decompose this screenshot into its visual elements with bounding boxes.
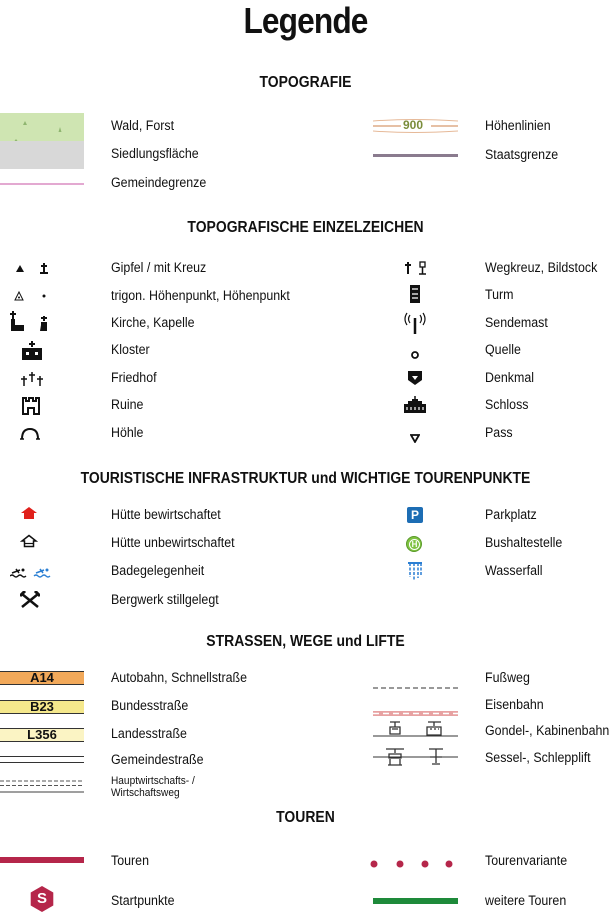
state-border-line bbox=[373, 154, 458, 157]
bus-stop-glyph: H bbox=[409, 539, 420, 550]
settlement-swatch bbox=[0, 141, 84, 169]
section-einzelzeichen: TOPOGRAFISCHE EINZELZEICHEN bbox=[187, 219, 424, 236]
tour-variant-dots bbox=[369, 856, 459, 866]
staffed-hut-icon bbox=[20, 506, 38, 525]
castle-icon bbox=[403, 396, 427, 419]
legend-label-wasserfall: Wasserfall bbox=[485, 563, 543, 578]
start-point-icon bbox=[29, 886, 55, 912]
tour-line bbox=[0, 857, 84, 863]
legend-label-sendemast: Sendemast bbox=[485, 315, 548, 330]
legend-label-gemeindegrenze: Gemeindegrenze bbox=[111, 175, 207, 190]
legend-label-bus: Bushaltestelle bbox=[485, 535, 563, 550]
chairlift-symbol bbox=[373, 745, 458, 769]
state-road-symbol: L356 bbox=[0, 728, 84, 742]
cemetery-icon bbox=[20, 371, 44, 392]
farm-track-symbol bbox=[0, 779, 84, 793]
legend-label-quelle: Quelle bbox=[485, 342, 521, 357]
unstaffed-hut-icon bbox=[20, 534, 38, 553]
railway-symbol bbox=[373, 703, 458, 708]
legend-label-trigon: trigon. Höhenpunkt, Höhenpunkt bbox=[111, 288, 290, 303]
municipal-road-symbol bbox=[0, 756, 84, 763]
contour-value: 900 bbox=[403, 118, 424, 132]
other-tours-line bbox=[373, 898, 458, 904]
motorway-symbol: A14 bbox=[0, 671, 84, 685]
legend-label-landes: Landesstraße bbox=[111, 726, 187, 741]
tower-icon bbox=[408, 284, 422, 309]
pass-icon bbox=[410, 430, 420, 448]
contour-lines-icon bbox=[373, 117, 458, 135]
legend-label-pass: Pass bbox=[485, 425, 513, 440]
legend-label-bade: Badegelegenheit bbox=[111, 563, 205, 578]
section-topografie: TOPOGRAFIE bbox=[259, 74, 352, 91]
legend-label-wald: Wald, Forst bbox=[111, 118, 175, 133]
wayside-cross-icon bbox=[403, 261, 429, 280]
legend-label-kirche: Kirche, Kapelle bbox=[111, 315, 195, 330]
ruin-icon bbox=[21, 397, 41, 420]
legend-label-start: Startpunkte bbox=[111, 893, 175, 908]
legend-label-bundes: Bundesstraße bbox=[111, 698, 189, 713]
transmitter-icon bbox=[403, 312, 427, 339]
legend-label-eisenbahn: Eisenbahn bbox=[485, 697, 544, 712]
waterfall-icon bbox=[406, 561, 424, 586]
legend-label-haupt: Hauptwirtschafts- / Wirtschaftsweg bbox=[111, 775, 195, 799]
legend-label-gipfel: Gipfel / mit Kreuz bbox=[111, 260, 207, 275]
church-icon bbox=[10, 311, 54, 338]
legend-label-weitere: weitere Touren bbox=[485, 893, 567, 908]
mine-icon bbox=[20, 591, 40, 614]
legend-label-gemeinde: Gemeindestraße bbox=[111, 752, 204, 767]
federal-road-symbol: B23 bbox=[0, 700, 84, 714]
trig-point-icon bbox=[14, 289, 54, 308]
legend-label-kloster: Kloster bbox=[111, 342, 150, 357]
forest-swatch bbox=[0, 113, 84, 141]
legend-label-fussweg: Fußweg bbox=[485, 670, 530, 685]
page-title: Legende bbox=[243, 0, 368, 41]
legend-label-gondel: Gondel-, Kabinenbahn bbox=[485, 723, 610, 738]
legend-label-ruine: Ruine bbox=[111, 397, 144, 412]
legend-label-siedlung: Siedlungsfläche bbox=[111, 146, 199, 161]
monument-icon bbox=[407, 370, 423, 391]
start-point-glyph: S bbox=[36, 890, 47, 907]
bus-stop-icon bbox=[406, 536, 422, 552]
swimming-icon bbox=[10, 566, 56, 584]
legend-label-autobahn: Autobahn, Schnellstraße bbox=[111, 670, 248, 685]
spring-icon bbox=[410, 347, 420, 365]
section-strassen: STRASSEN, WEGE und LIFTE bbox=[206, 633, 405, 650]
section-infrastruktur: TOURISTISCHE INFRASTRUKTUR und WICHTIGE TOURENPUNKTE bbox=[80, 470, 531, 487]
footpath-symbol bbox=[373, 676, 458, 678]
legend-label-touren: Touren bbox=[111, 853, 149, 868]
summit-icon bbox=[14, 261, 54, 280]
municipal-border-line bbox=[0, 183, 84, 185]
legend-label-turm: Turm bbox=[485, 287, 514, 302]
cave-icon bbox=[20, 427, 40, 446]
legend-label-sessel: Sessel-, Schlepplift bbox=[485, 750, 591, 765]
legend-label-hoehenlinien: Höhenlinien bbox=[485, 118, 551, 133]
gondola-symbol bbox=[373, 719, 458, 741]
legend-label-friedhof: Friedhof bbox=[111, 370, 157, 385]
parking-icon: P bbox=[407, 507, 423, 523]
legend-label-wegkreuz: Wegkreuz, Bildstock bbox=[485, 260, 598, 275]
legend-label-huette-bew: Hütte bewirtschaftet bbox=[111, 507, 221, 522]
legend-label-huette-unbew: Hütte unbewirtschaftet bbox=[111, 535, 235, 550]
legend-label-staatsgrenze: Staatsgrenze bbox=[485, 147, 559, 162]
legend-label-parkplatz: Parkplatz bbox=[485, 507, 537, 522]
legend-label-hoehle: Höhle bbox=[111, 425, 144, 440]
section-touren: TOUREN bbox=[276, 809, 335, 826]
legend-label-bergwerk: Bergwerk stillgelegt bbox=[111, 592, 219, 607]
legend-label-denkmal: Denkmal bbox=[485, 370, 535, 385]
legend-label-schloss: Schloss bbox=[485, 397, 529, 412]
legend-label-variante: Tourenvariante bbox=[485, 853, 568, 868]
monastery-icon bbox=[20, 341, 44, 366]
